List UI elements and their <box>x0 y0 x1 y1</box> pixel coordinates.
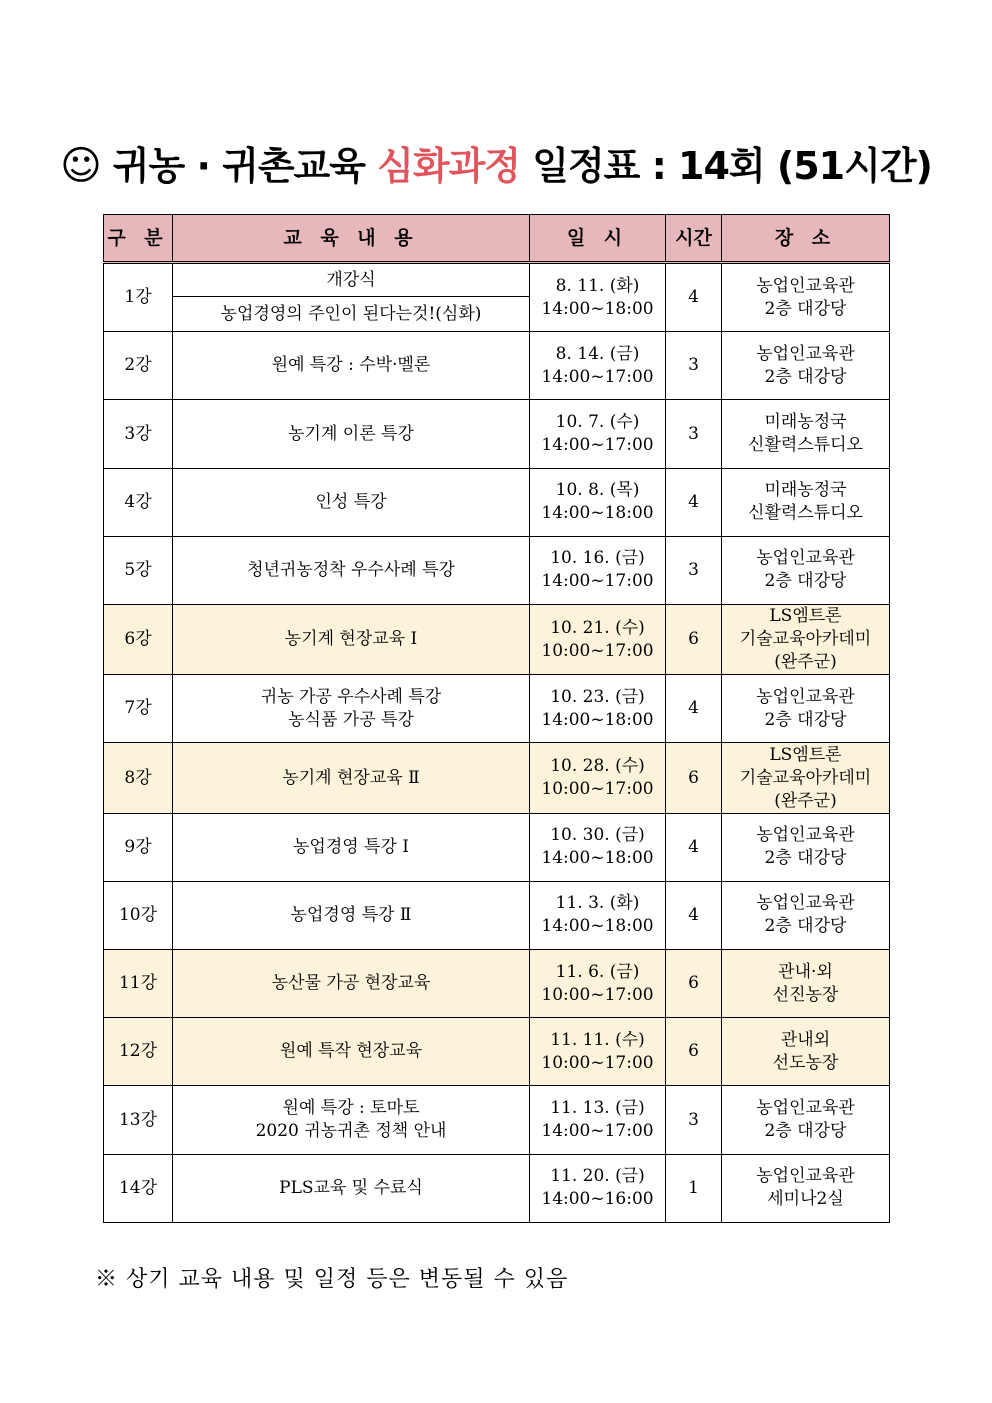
place-line: 농업인교육관 <box>756 686 855 707</box>
content-line: 개강식 <box>173 264 529 297</box>
lecture-number: 3강 <box>104 400 173 468</box>
place-line: 농업인교육관 <box>756 825 855 846</box>
lecture-number: 7강 <box>104 675 173 743</box>
lecture-place <box>722 400 890 468</box>
place-line: 2층 대강당 <box>764 1121 847 1142</box>
lecture-content <box>173 881 530 949</box>
lecture-datetime <box>530 263 666 332</box>
lecture-date: 10. 8. (목) <box>555 480 640 501</box>
lecture-place <box>722 605 890 675</box>
content-line: 농업경영의 주인이 된다는것!(심화) <box>220 304 482 325</box>
title-highlight: 심화과정 <box>377 144 521 188</box>
lecture-number: 1강 <box>104 263 173 332</box>
lecture-place <box>722 1154 890 1222</box>
lecture-place <box>722 1086 890 1154</box>
lecture-date: 10. 30. (금) <box>550 825 645 846</box>
table-row <box>104 1018 890 1086</box>
lecture-time: 14:00~16:00 <box>541 1189 654 1210</box>
lecture-datetime <box>530 1154 666 1222</box>
place-line: 신활력스튜디오 <box>748 435 863 455</box>
lecture-number: 4강 <box>104 468 173 536</box>
table-row <box>104 468 890 536</box>
lecture-number: 11강 <box>104 950 173 1018</box>
table-row <box>104 605 890 675</box>
lecture-time: 14:00~17:00 <box>541 366 654 387</box>
content-line: 인성 특강 <box>315 491 387 512</box>
lecture-content <box>173 813 530 881</box>
content-line: PLS교육 및 수료식 <box>279 1177 423 1198</box>
page-title <box>0 135 992 190</box>
place-line: LS엠트론 <box>769 744 842 765</box>
place-line: (완주군) <box>774 652 837 673</box>
place-line: 미래농정국 <box>764 480 847 501</box>
content-line: 농기계 현장교육 Ⅱ <box>282 767 420 788</box>
header-content: 교 육 내 용 <box>173 215 530 263</box>
content-line: 원예 특강 : 수박·멜론 <box>271 355 431 376</box>
lecture-datetime <box>530 1086 666 1154</box>
table-row <box>104 263 890 332</box>
lecture-datetime <box>530 468 666 536</box>
place-line: 세미나2실 <box>767 1189 844 1210</box>
lecture-time: 14:00~17:00 <box>541 435 654 455</box>
place-line: 농업인교육관 <box>756 893 855 914</box>
lecture-place <box>722 675 890 743</box>
content-line: 농기계 현장교육 Ⅰ <box>284 629 418 650</box>
title-suffix: 일정표 : 14회 (51시간) <box>532 144 932 188</box>
lecture-date: 11. 11. (수) <box>550 1029 645 1050</box>
lecture-datetime <box>530 950 666 1018</box>
content-line: 원예 특작 현장교육 <box>279 1041 423 1062</box>
place-line: 2층 대강당 <box>764 571 847 592</box>
table-row <box>104 881 890 949</box>
place-line: 농업인교육관 <box>756 1166 855 1187</box>
lecture-content <box>173 1154 530 1222</box>
lecture-datetime <box>530 536 666 604</box>
place-line: 2층 대강당 <box>764 916 847 937</box>
table-header-row <box>104 215 890 263</box>
content-line: 농식품 가공 특강 <box>288 709 414 730</box>
lecture-hours: 4 <box>666 881 722 949</box>
lecture-content <box>173 675 530 743</box>
lecture-hours: 1 <box>666 1154 722 1222</box>
lecture-hours: 4 <box>666 675 722 743</box>
lecture-content <box>173 263 530 332</box>
lecture-number: 9강 <box>104 813 173 881</box>
place-line: LS엠트론 <box>769 606 842 627</box>
lecture-number: 12강 <box>104 1018 173 1086</box>
lecture-datetime <box>530 332 666 400</box>
lecture-time: 14:00~17:00 <box>541 571 654 592</box>
content-line: 원예 특강 : 토마토 <box>282 1098 420 1119</box>
lecture-content <box>173 400 530 468</box>
lecture-datetime <box>530 400 666 468</box>
place-line: 신활력스튜디오 <box>748 503 863 524</box>
lecture-hours: 4 <box>666 813 722 881</box>
lecture-time: 10:00~17:00 <box>541 779 654 800</box>
lecture-place <box>722 1018 890 1086</box>
lecture-content <box>173 950 530 1018</box>
lecture-place <box>722 950 890 1018</box>
lecture-time: 14:00~17:00 <box>541 1121 654 1142</box>
lecture-hours: 4 <box>666 468 722 536</box>
table-row <box>104 813 890 881</box>
lecture-number: 10강 <box>104 881 173 949</box>
lecture-place <box>722 468 890 536</box>
lecture-time: 14:00~18:00 <box>541 503 654 524</box>
lecture-place <box>722 536 890 604</box>
lecture-date: 11. 6. (금) <box>555 961 640 982</box>
lecture-place <box>722 332 890 400</box>
table-row <box>104 332 890 400</box>
content-line: 농업경영 특강 Ⅱ <box>290 904 412 925</box>
place-line: (완주군) <box>774 790 837 811</box>
lecture-content <box>173 743 530 813</box>
lecture-time: 14:00~18:00 <box>541 916 654 937</box>
lecture-number: 13강 <box>104 1086 173 1154</box>
place-line: 선진농장 <box>772 984 839 1005</box>
lecture-time: 10:00~17:00 <box>541 640 654 661</box>
content-line: 농업경영 특강 Ⅰ <box>292 836 410 857</box>
content-line: 2020 귀농귀촌 정책 안내 <box>255 1121 447 1142</box>
place-line: 2층 대강당 <box>764 848 847 869</box>
lecture-datetime <box>530 743 666 813</box>
place-line: 미래농정국 <box>764 412 847 432</box>
lecture-hours: 6 <box>666 605 722 675</box>
lecture-place <box>722 813 890 881</box>
place-line: 기술교육아카데미 <box>739 767 872 788</box>
lecture-datetime <box>530 605 666 675</box>
lecture-date: 11. 13. (금) <box>550 1098 645 1119</box>
table-row <box>104 400 890 468</box>
table-row <box>104 675 890 743</box>
lecture-time: 14:00~18:00 <box>541 709 654 730</box>
lecture-hours: 6 <box>666 950 722 1018</box>
lecture-date: 10. 16. (금) <box>550 548 645 569</box>
lecture-content <box>173 605 530 675</box>
lecture-content <box>173 332 530 400</box>
lecture-place <box>722 881 890 949</box>
lecture-hours: 3 <box>666 332 722 400</box>
lecture-content <box>173 1018 530 1086</box>
schedule-table <box>103 214 890 1223</box>
header-date: 일 시 <box>530 215 666 263</box>
place-line: 2층 대강당 <box>764 709 847 730</box>
footnote: ※ 상기 교육 내용 및 일정 등은 변동될 수 있음 <box>95 1267 569 1292</box>
lecture-time: 14:00~18:00 <box>541 298 654 319</box>
place-line: 기술교육아카데미 <box>739 629 872 650</box>
lecture-time: 14:00~18:00 <box>541 848 654 869</box>
lecture-hours: 3 <box>666 536 722 604</box>
place-line: 2층 대강당 <box>764 298 847 319</box>
lecture-number: 5강 <box>104 536 173 604</box>
header-no: 구 분 <box>104 215 173 263</box>
lecture-date: 8. 11. (화) <box>555 275 640 296</box>
lecture-content <box>173 1086 530 1154</box>
lecture-datetime <box>530 881 666 949</box>
lecture-place <box>722 743 890 813</box>
lecture-number: 14강 <box>104 1154 173 1222</box>
lecture-date: 10. 21. (수) <box>550 617 645 638</box>
table-row <box>104 743 890 813</box>
lecture-hours: 3 <box>666 400 722 468</box>
lecture-hours: 6 <box>666 1018 722 1086</box>
lecture-time: 10:00~17:00 <box>541 1052 654 1073</box>
place-line: 농업인교육관 <box>756 275 855 296</box>
lecture-datetime <box>530 813 666 881</box>
place-line: 관내·외 <box>778 961 833 982</box>
smiley-icon: ☺ <box>60 143 101 189</box>
table-row <box>104 1154 890 1222</box>
table-row <box>104 536 890 604</box>
lecture-datetime <box>530 1018 666 1086</box>
lecture-date: 11. 20. (금) <box>550 1166 645 1187</box>
lecture-date: 10. 7. (수) <box>555 412 640 432</box>
lecture-date: 11. 3. (화) <box>555 893 640 914</box>
place-line: 2층 대강당 <box>764 366 847 387</box>
place-line: 농업인교육관 <box>756 1098 855 1119</box>
content-line: 농산물 가공 현장교육 <box>271 973 431 994</box>
title-prefix: 귀농 · 귀촌교육 <box>112 144 365 188</box>
lecture-content <box>173 536 530 604</box>
lecture-hours: 6 <box>666 743 722 813</box>
lecture-number: 8강 <box>104 743 173 813</box>
header-hours: 시간 <box>666 215 722 263</box>
table-row <box>104 950 890 1018</box>
content-line: 청년귀농정착 우수사례 특강 <box>247 559 455 580</box>
header-place: 장 소 <box>722 215 890 263</box>
lecture-number: 2강 <box>104 332 173 400</box>
content-line: 농기계 이론 특강 <box>288 423 414 444</box>
lecture-date: 8. 14. (금) <box>555 343 640 364</box>
lecture-date: 10. 28. (수) <box>550 756 645 777</box>
place-line: 관내외 <box>780 1029 831 1050</box>
lecture-hours: 3 <box>666 1086 722 1154</box>
place-line: 농업인교육관 <box>756 343 855 364</box>
lecture-date: 10. 23. (금) <box>550 686 645 707</box>
place-line: 선도농장 <box>772 1052 839 1073</box>
place-line: 농업인교육관 <box>756 548 855 569</box>
lecture-number: 6강 <box>104 605 173 675</box>
lecture-time: 10:00~17:00 <box>541 984 654 1005</box>
lecture-datetime <box>530 675 666 743</box>
lecture-hours: 4 <box>666 263 722 332</box>
content-line: 귀농 가공 우수사례 특강 <box>260 686 442 707</box>
lecture-place <box>722 263 890 332</box>
lecture-content <box>173 468 530 536</box>
table-row <box>104 1086 890 1154</box>
